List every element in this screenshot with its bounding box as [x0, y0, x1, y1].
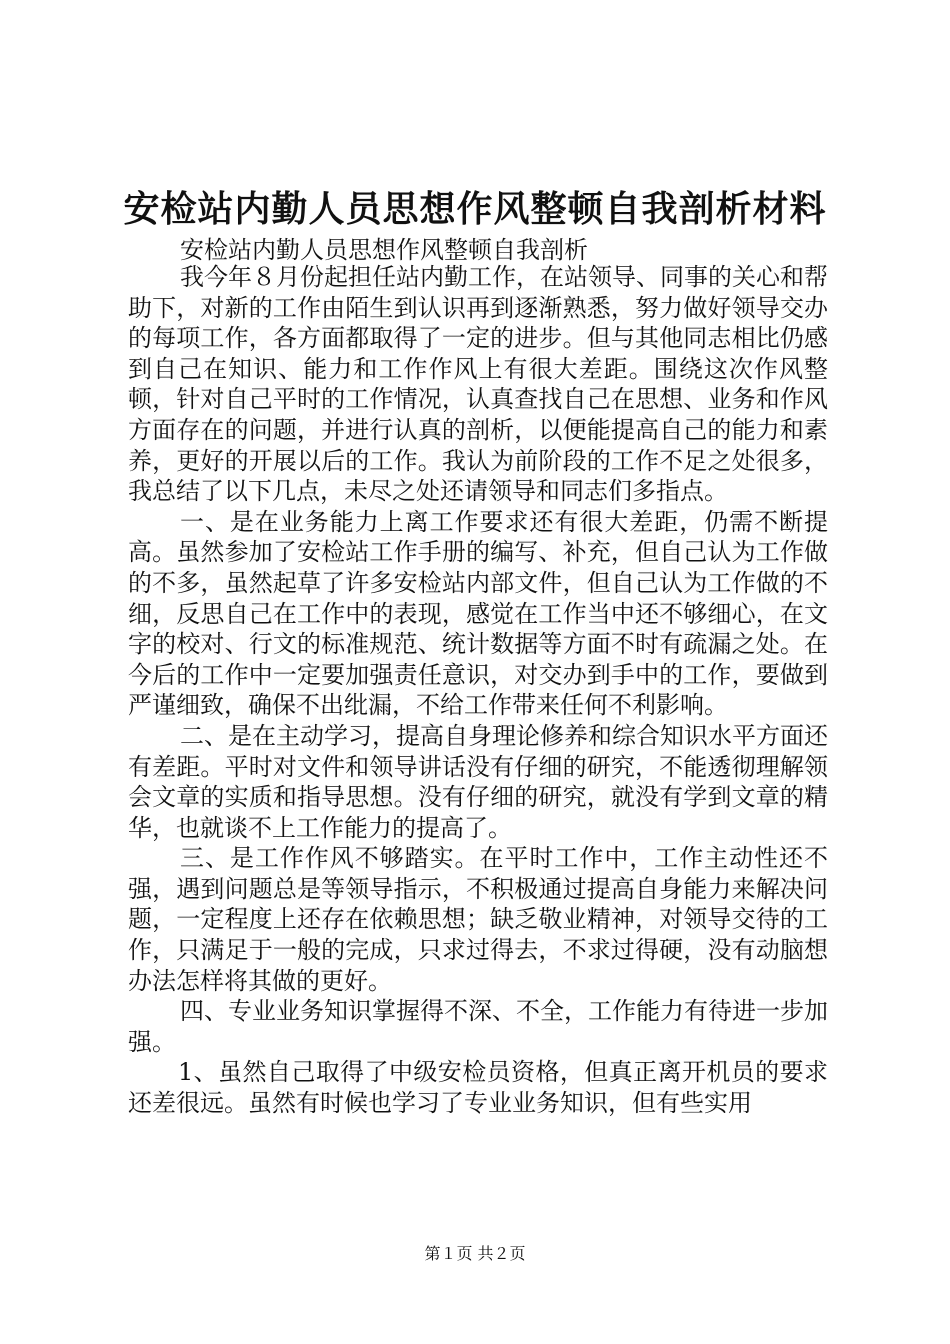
paragraph-point-2: 二、是在主动学习，提高自身理论修养和综合知识水平方面还有差距。平时对文件和领导讲话没有仔细的研究，不能透彻理解领会文章的实质和指导思想。没有仔细的研究，就没有学到文章的精华，也就谈不上工作能力的提高了。 [128, 721, 828, 842]
paragraph-point-1: 一、是在业务能力上离工作要求还有很大差距，仍需不断提高。虽然参加了安检站工作手册的编写、补充，但自己认为工作做的不多，虽然起草了许多安检站内部文件，但自己认为工作做的不细，反思自己在工作中的表现，感觉在工作当中还不够细心，在文字的校对、行文的标准规范、统计数据等方面不时有疏漏之处。在今后的工作中一定要加强责任意识，对交办到手中的工作，要做到严谨细致，确保不出纰漏，不给工作带来任何不利影响。 [128, 507, 828, 720]
paragraph-point-3: 三、是工作作风不够踏实。在平时工作中，工作主动性还不强，遇到问题总是等领导指示，不积极通过提高自身能力来解决问题，一定程度上还存在依赖思想；缺乏敬业精神，对领导交待的工作，只满足于一般的完成，只求过得去，不求过得硬，没有动脑想办法怎样将其做的更好。 [128, 844, 828, 995]
paragraph-subpoint-1: 1、虽然自己取得了中级安检员资格，但真正离开机员的要求还差很远。虽然有时候也学习了专业业务知识，但有些实用 [128, 1058, 828, 1118]
paragraph-intro: 我今年８月份起担任站内勤工作，在站领导、同事的关心和帮助下，对新的工作由陌生到认识再到逐渐熟悉，努力做好领导交办的每项工作，各方面都取得了一定的进步。但与其他同志相比仍感到自己在知识、能力和工作作风上有很大差距。围绕这次作风整顿，针对自己平时的工作情况，认真查找自己在思想、业务和作风方面存在的问题，并进行认真的剖析，以便能提高自己的能力和素养，更好的开展以后的工作。我认为前阶段的工作不足之处很多，我总结了以下几点，未尽之处还请领导和同志们多指点。 [128, 263, 828, 506]
document-subtitle: 安检站内勤人员思想作风整顿自我剖析 [180, 236, 588, 264]
page-footer: 第１页 共２页 [424, 1244, 526, 1263]
paragraph-point-4: 四、专业业务知识掌握得不深、不全，工作能力有待进一步加强。 [128, 997, 828, 1056]
document-title: 安检站内勤人员思想作风整顿自我剖析材料 [123, 188, 827, 230]
document-body [128, 262, 828, 1119]
